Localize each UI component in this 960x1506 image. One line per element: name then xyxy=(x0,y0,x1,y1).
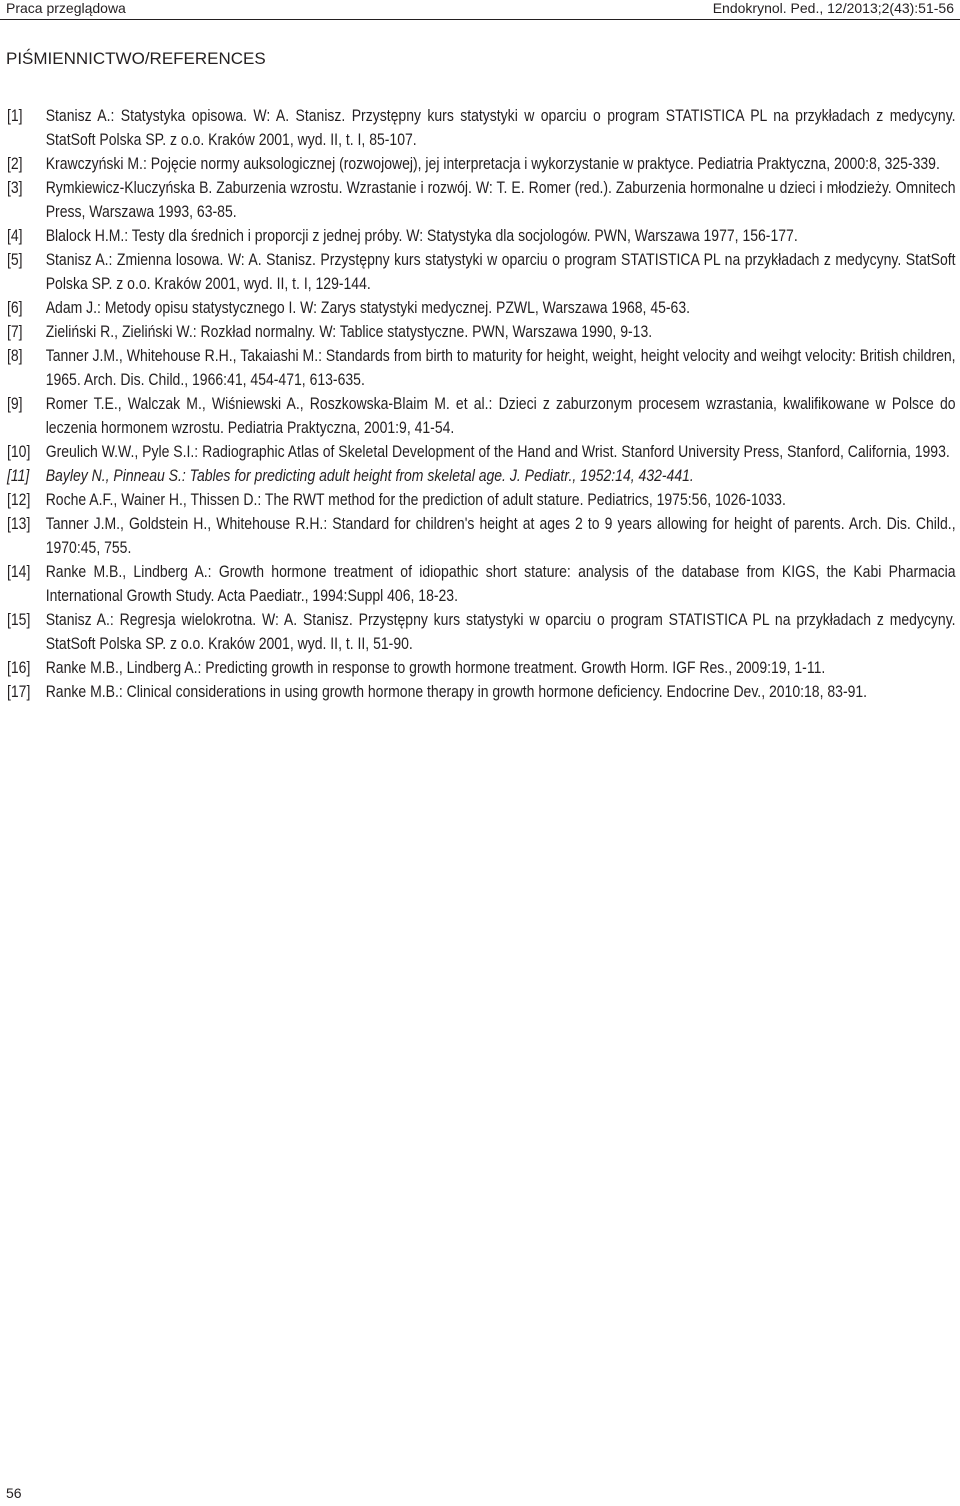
reference-list xyxy=(7,104,956,704)
reference-item xyxy=(7,488,956,512)
reference-item xyxy=(7,152,956,176)
reference-item xyxy=(7,560,956,608)
reference-number: [7] xyxy=(7,323,23,341)
reference-item xyxy=(7,512,956,560)
reference-text: Ranke M.B., Lindberg A.: Predicting growth in response to growth hormone treatment. Growth Horm. IGF Res., 2009:19, 1-11. xyxy=(45,659,826,677)
reference-text: Greulich W.W., Pyle S.I.: Radiographic Atlas of Skeletal Development of the Hand and Wrist. Stanford University Press, Stanford, California, 1993. xyxy=(45,443,950,461)
reference-item xyxy=(7,440,956,464)
reference-text: Zieliński R., Zieliński W.: Rozkład normalny. W: Tablice statystyczne. PWN, Warszawa 1990, 9-13. xyxy=(45,323,653,341)
reference-text: Stanisz A.: Zmienna losowa. W: A. Stanisz. Przystępny kurs statystyki w oparciu o program STATISTICA PL na przykładach z medycyny. StatSoft Polska SP. z o.o. Kraków 2001, wyd. II, t. I, 129-144. xyxy=(45,251,956,293)
reference-text: Ranke M.B., Lindberg A.: Growth hormone treatment of idiopathic short stature: analysis of the database from KIGS, the Kabi Pharmacia International Growth Study. Acta Paediatr., 1994:Suppl 406, 18-23. xyxy=(45,563,956,605)
reference-text: Stanisz A.: Statystyka opisowa. W: A. Stanisz. Przystępny kurs statystyki w oparciu o program STATISTICA PL na przykładach z medycyny. StatSoft Polska SP. z o.o. Kraków 2001, wyd. II, t. I, 85-107. xyxy=(45,107,956,149)
reference-number: [16] xyxy=(7,659,31,677)
reference-number: [17] xyxy=(7,683,31,701)
page-number: 56 xyxy=(6,1485,22,1501)
reference-number: [10] xyxy=(7,443,31,461)
reference-number: [13] xyxy=(7,515,31,533)
reference-number: [3] xyxy=(7,179,23,197)
reference-text: Tanner J.M., Whitehouse R.H., Takaiashi M.: Standards from birth to maturity for height, weight, height velocity and weihgt velocity: British children, 1965. Arch. Dis. Child., 1966:41, 454-471, 613-635. xyxy=(45,347,956,389)
reference-number: [6] xyxy=(7,299,23,317)
reference-text: Tanner J.M., Goldstein H., Whitehouse R.H.: Standard for children's height at ages 2 to 9 years allowing for height of parents. Arch. Dis. Child., 1970:45, 755. xyxy=(45,515,956,557)
reference-item xyxy=(7,104,956,152)
reference-item xyxy=(7,320,956,344)
reference-text: Stanisz A.: Regresja wielokrotna. W: A. Stanisz. Przystępny kurs statystyki w oparciu o program STATISTICA PL na przykładach z medycyny. StatSoft Polska SP. z o.o. Kraków 2001, wyd. II, t. II, 51-90. xyxy=(45,611,956,653)
reference-item xyxy=(7,296,956,320)
reference-item xyxy=(7,680,956,704)
reference-item xyxy=(7,464,956,488)
reference-item xyxy=(7,248,956,296)
reference-number: [14] xyxy=(7,563,31,581)
reference-item xyxy=(7,344,956,392)
reference-item xyxy=(7,224,956,248)
reference-item xyxy=(7,608,956,656)
reference-number: [5] xyxy=(7,251,23,269)
reference-text: Romer T.E., Walczak M., Wiśniewski A., Roszkowska-Blaim M. et al.: Dzieci z zaburzonym procesem wzrastania, kwalifikowane w Polsce do leczenia hormonem wzrostu. Pediatria Praktyczna, 2001:9, 41-54. xyxy=(45,395,956,437)
reference-number: [11] xyxy=(7,467,30,485)
reference-number: [8] xyxy=(7,347,23,365)
reference-number: [4] xyxy=(7,227,23,245)
running-header xyxy=(6,0,954,17)
header-section-label: Praca przeglądowa xyxy=(6,0,126,16)
reference-number: [2] xyxy=(7,155,23,173)
section-title: PIŚMIENNICTWO/REFERENCES xyxy=(6,49,266,68)
reference-text: Krawczyński M.: Pojęcie normy auksologicznej (rozwojowej), jej interpretacja i wykorzystanie w praktyce. Pediatria Praktyczna, 2000:8, 325-339. xyxy=(45,155,940,173)
header-journal-citation: Endokrynol. Ped., 12/2013;2(43):51-56 xyxy=(712,0,954,16)
reference-item xyxy=(7,656,956,680)
reference-text: Bayley N., Pinneau S.: Tables for predicting adult height from skeletal age. J. Pediatr., 1952:14, 432-441. xyxy=(45,467,694,485)
reference-number: [9] xyxy=(7,395,23,413)
reference-text: Rymkiewicz-Kluczyńska B. Zaburzenia wzrostu. Wzrastanie i rozwój. W: T. E. Romer (red.). Zaburzenia hormonalne u dzieci i młodzieży. Omnitech Press, Warszawa 1993, 63-85. xyxy=(45,179,956,221)
reference-item xyxy=(7,392,956,440)
reference-item xyxy=(7,176,956,224)
reference-number: [12] xyxy=(7,491,31,509)
reference-text: Ranke M.B.: Clinical considerations in using growth hormone therapy in growth hormone deficiency. Endocrine Dev., 2010:18, 83-91. xyxy=(45,683,868,701)
header-divider xyxy=(0,19,960,20)
reference-number: [15] xyxy=(7,611,31,629)
reference-text: Blalock H.M.: Testy dla średnich i proporcji z jednej próby. W: Statystyka dla socjologów. PWN, Warszawa 1977, 156-177. xyxy=(45,227,798,245)
reference-text: Roche A.F., Wainer H., Thissen D.: The RWT method for the prediction of adult stature. Pediatrics, 1975:56, 1026-1033. xyxy=(45,491,786,509)
reference-number: [1] xyxy=(7,107,23,125)
reference-text: Adam J.: Metody opisu statystycznego I. W: Zarys statystyki medycznej. PZWL, Warszawa 1968, 45-63. xyxy=(45,299,691,317)
